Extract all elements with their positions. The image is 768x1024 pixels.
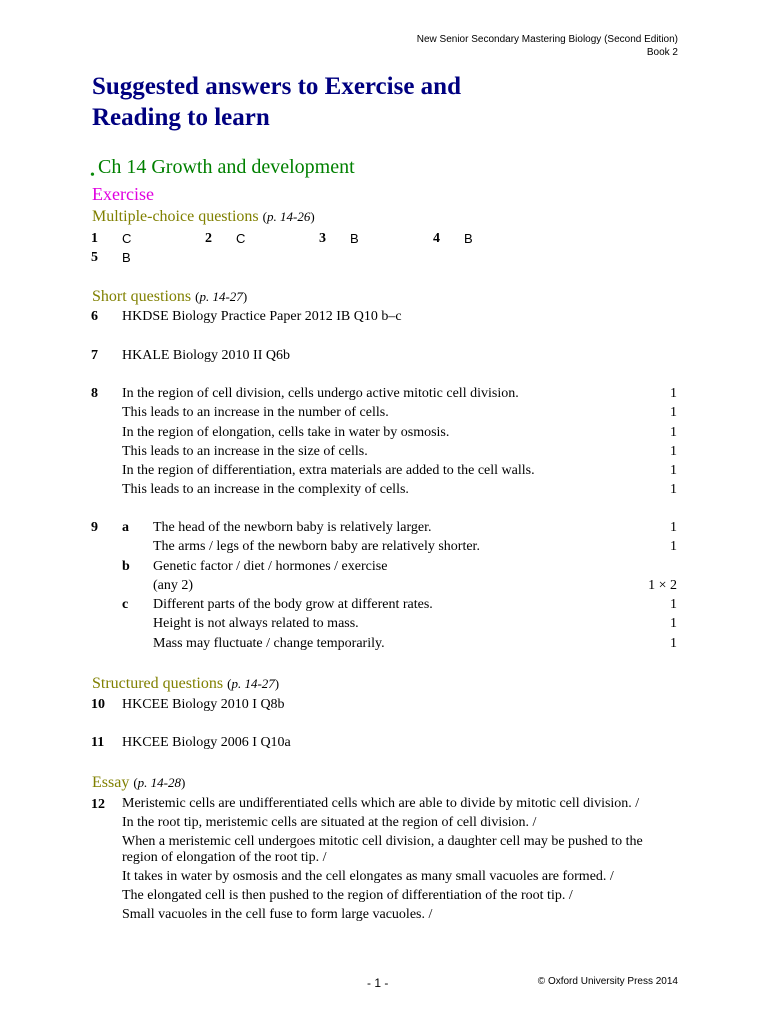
answer-text: This leads to an increase in the number of cells. (122, 405, 389, 421)
mcq-page-ref: (p. 14-26) (262, 209, 315, 224)
mcq-row (91, 229, 591, 248)
mcq-heading-label: Multiple-choice questions (92, 208, 259, 225)
mark: 1 (670, 539, 677, 555)
answer-line (91, 557, 677, 576)
essay-line: It takes in water by osmosis and the cell elongates as many small vacuoles are formed. / (122, 869, 614, 884)
copyright-notice: © Oxford University Press 2014 (537, 976, 678, 987)
answer-text: The arms / legs of the newborn baby are relatively shorter. (153, 539, 480, 555)
mcq-row (91, 248, 591, 267)
answer-line (91, 614, 677, 633)
question-reference: HKDSE Biology Practice Paper 2012 IB Q10 b–c (122, 309, 402, 324)
answer-line (91, 537, 677, 556)
question-reference: HKCEE Biology 2010 I Q8b (122, 697, 285, 712)
essay-heading (92, 773, 185, 793)
answer-line (91, 634, 677, 653)
mark: 1 (670, 424, 677, 440)
answer-line (91, 461, 677, 480)
mcq-answer: B (122, 250, 131, 265)
answer-text: In the region of differentiation, extra materials are added to the cell walls. (122, 463, 535, 479)
structured-questions-heading (92, 674, 279, 694)
answer-text: In the region of elongation, cells take in water by osmosis. (122, 424, 450, 440)
chapter-title: Ch 14 Growth and development (98, 156, 355, 178)
mark: 1 (670, 463, 677, 479)
mcq-number: 1 (91, 231, 98, 246)
answer-line (91, 442, 677, 461)
mcq-number: 4 (433, 231, 440, 246)
mcq-answer: C (236, 231, 246, 246)
page-title-line2: Reading to learn (92, 104, 270, 131)
page-title-line1: Suggested answers to Exercise and (92, 73, 461, 100)
answer-line (91, 480, 677, 499)
mcq-answer: B (350, 231, 359, 246)
essay-line: Small vacuoles in the cell fuse to form large vacuoles. / (122, 907, 433, 922)
answer-text: Height is not always related to mass. (153, 616, 359, 632)
question-number: 7 (91, 348, 98, 363)
answer-text: Different parts of the body grow at different rates. (153, 597, 433, 613)
answer-text: This leads to an increase in the complexity of cells. (122, 482, 409, 498)
mark: 1 (670, 597, 677, 613)
page-title (92, 71, 461, 133)
question-number: 10 (91, 697, 105, 712)
exercise-heading: Exercise (92, 184, 154, 204)
bullet-dot-icon: • (90, 168, 95, 183)
essay-line: The elongated cell is then pushed to the region of differentiation of the root tip. / (122, 888, 573, 903)
mcq-answer: C (122, 231, 132, 246)
structured-questions-page-ref: (p. 14-27) (227, 676, 280, 691)
answer-line (91, 384, 677, 403)
mark: 1 (670, 635, 677, 651)
sub-question-label: b (122, 558, 130, 574)
question-number: 11 (91, 735, 105, 750)
mark: 1 (670, 405, 677, 421)
question-number: 6 (91, 309, 98, 324)
mcq-number: 3 (319, 231, 326, 246)
answer-text: (any 2) (153, 577, 194, 593)
page-number: - 1 - (367, 976, 389, 990)
header-book-number: Book 2 (646, 47, 678, 58)
mcq-answer: B (464, 231, 473, 246)
mark: 1 (670, 482, 677, 498)
question-number: 8 (91, 386, 98, 401)
answer-line (91, 403, 677, 422)
short-questions-heading (92, 287, 247, 307)
mcq-number: 5 (91, 250, 98, 265)
answer-line (91, 518, 677, 537)
mark: 1 × 2 (648, 577, 677, 593)
mcq-answers (91, 229, 591, 267)
header-book-title: New Senior Secondary Mastering Biology (Second Edition) (416, 34, 678, 45)
answer-line (91, 576, 677, 595)
running-header (417, 33, 678, 59)
question-8-answer (91, 384, 677, 500)
answer-text: Genetic factor / diet / hormones / exercise (153, 558, 388, 574)
essay-page-ref: (p. 14-28) (133, 775, 186, 790)
essay-line: In the root tip, meristemic cells are situated at the region of cell division. / (122, 815, 537, 830)
essay-line: Meristemic cells are undifferentiated cells which are able to divide by mitotic cell division. / (122, 796, 640, 811)
question-number: 9 (91, 520, 98, 535)
short-questions-heading-label: Short questions (92, 288, 192, 305)
answer-line (91, 595, 677, 614)
answer-text: The head of the newborn baby is relatively larger. (153, 520, 432, 535)
question-reference: HKALE Biology 2010 II Q6b (122, 348, 290, 363)
mark: 1 (670, 386, 677, 401)
mcq-number: 2 (205, 231, 212, 246)
mcq-heading (92, 207, 315, 227)
short-questions-page-ref: (p. 14-27) (195, 289, 248, 304)
mark: 1 (670, 616, 677, 632)
answer-text: This leads to an increase in the size of cells. (122, 443, 368, 459)
answer-line (91, 423, 677, 442)
structured-questions-heading-label: Structured questions (92, 675, 224, 692)
mark: 1 (670, 443, 677, 459)
answer-text: Mass may fluctuate / change temporarily. (153, 635, 385, 651)
essay-heading-label: Essay (92, 774, 130, 791)
question-reference: HKCEE Biology 2006 I Q10a (122, 735, 291, 750)
sub-question-label: a (122, 520, 129, 535)
answer-text: In the region of cell division, cells undergo active mitotic cell division. (122, 386, 519, 401)
question-12-answer (91, 796, 681, 926)
question-number: 12 (91, 797, 105, 812)
mark: 1 (670, 520, 677, 535)
essay-line: When a meristemic cell undergoes mitotic cell division, a daughter cell may be pushed to the region of elongation of the root tip. / (122, 834, 643, 865)
sub-question-label: c (122, 597, 129, 613)
question-9-answer (91, 518, 677, 653)
